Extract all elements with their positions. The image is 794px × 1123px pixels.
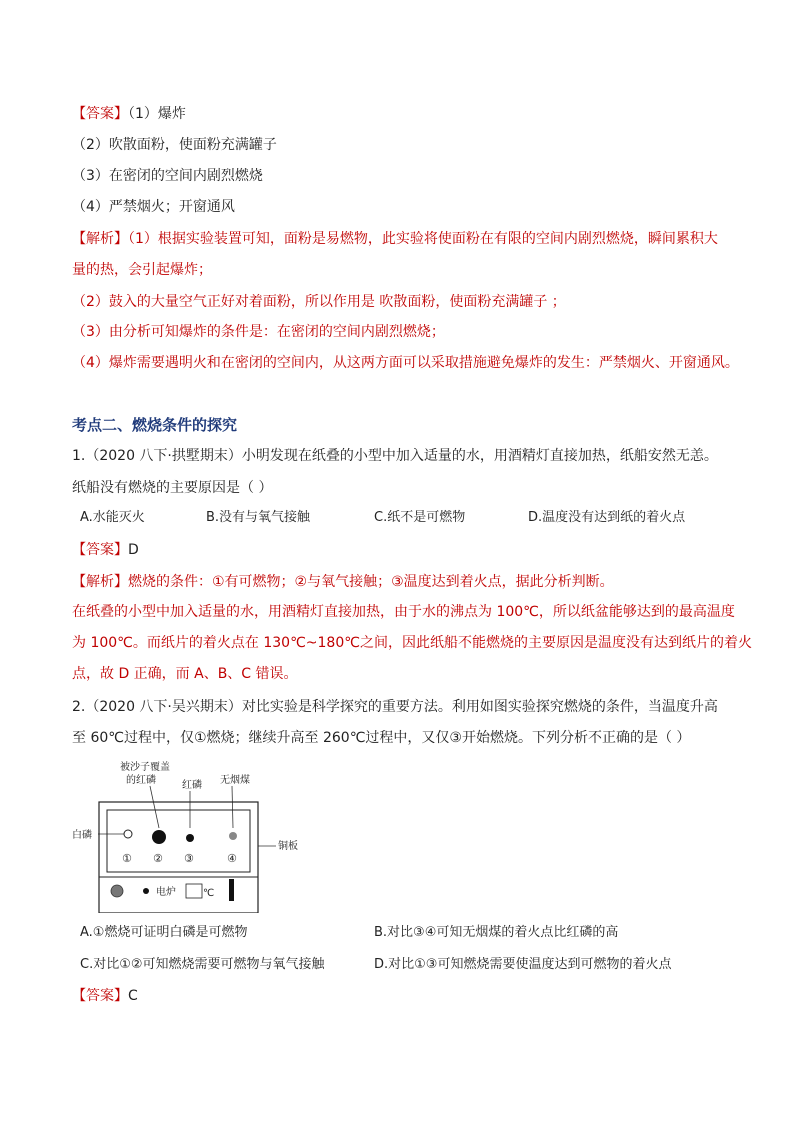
q1-line-1: 1.（2020 八下·拱墅期末）小明发现在纸叠的小型中加入适量的水，用酒精灯直接加热，纸船安然无恙。 <box>72 448 718 464</box>
q1-answer: D <box>128 542 139 558</box>
num-4: ④ <box>227 852 237 865</box>
pointer-sand <box>150 786 159 828</box>
answer1-line-4: （4）严禁烟火；开窗通风 <box>72 199 235 215</box>
label-coal: 无烟煤 <box>220 775 250 786</box>
q2-answer-tag: 【答案】 <box>72 988 128 1004</box>
q1-analysis-tag: 【解析】 <box>72 574 128 590</box>
label-red-p: 红磷 <box>182 780 202 791</box>
q2-answer-line <box>72 986 138 1006</box>
analysis1-line-2: 量的热，会引起爆炸； <box>72 262 212 278</box>
pointer-coal <box>232 786 233 828</box>
num-3: ③ <box>184 852 194 865</box>
label-sand-1: 被沙子覆盖 <box>120 762 170 773</box>
q2-option-a: A.①燃烧可证明白磷是可燃物 <box>80 925 248 940</box>
answer-tag: 【答案】 <box>72 106 128 122</box>
answer1-line <box>72 104 186 124</box>
q2-line-2: 至 60℃过程中，仅①燃烧；继续升高至 260℃过程中，又仅③开始燃烧。下列分析不正确的是（ ） <box>72 730 691 746</box>
q1-analysis-line-2: 在纸叠的小型中加入适量的水，用酒精灯直接加热，由于水的沸点为 100℃，所以纸盆能够达到的最高温度 <box>72 604 735 620</box>
q1-option-a: A.水能灭火 <box>80 510 145 525</box>
stove-knob <box>111 885 123 897</box>
q1-analysis-line-3: 为 100℃。而纸片的着火点在 130℃~180℃之间，因此纸船不能燃烧的主要原因是温度没有达到纸片的着火 <box>72 635 752 651</box>
analysis1-line-4: （3）由分析可知爆炸的条件是：在密闭的空间内剧烈燃烧； <box>72 324 445 340</box>
num-2: ② <box>153 852 163 865</box>
label-plate: 铜板 <box>278 841 298 852</box>
q2-option-b: B.对比③④可知无烟煤的着火点比红磷的高 <box>374 925 619 940</box>
q1-option-d: D.温度没有达到纸的着火点 <box>528 510 686 525</box>
q1-line-2: 纸船没有燃烧的主要原因是（ ） <box>72 480 273 496</box>
q1-analysis-line-4: 点，故 D 正确，而 A、B、C 错误。 <box>72 666 298 682</box>
analysis1-line-3: （2）鼓入的大量空气正好对着面粉，所以作用是 吹散面粉，使面粉充满罐子 ； <box>72 294 566 310</box>
stove-indicator <box>143 888 149 894</box>
analysis1-text-1: （1）根据实验装置可知，面粉是易燃物，此实验将使面粉在有限的空间内剧烈燃烧，瞬间累积大 <box>128 231 718 247</box>
red-phosphorus-dot <box>186 834 194 842</box>
answer1-line-3: （3）在密闭的空间内剧烈燃烧 <box>72 168 263 184</box>
experiment-diagram <box>72 758 322 913</box>
q1-option-b: B.没有与氧气接触 <box>206 510 311 525</box>
answer1-line-2: （2）吹散面粉，使面粉充满罐子 <box>72 137 277 153</box>
q2-option-d: D.对比①③可知燃烧需要使温度达到可燃物的着火点 <box>374 957 672 972</box>
covered-red-phosphorus-dot <box>152 830 166 844</box>
white-phosphorus-dot <box>124 830 132 838</box>
q1-answer-tag: 【答案】 <box>72 542 128 558</box>
stove-switch <box>229 879 234 901</box>
q2-option-c: C.对比①②可知燃烧需要可燃物与氧气接触 <box>80 957 325 972</box>
section-title: 考点二、燃烧条件的探究 <box>72 416 238 434</box>
coal-dot <box>229 832 237 840</box>
label-white-p: 白磷 <box>72 830 92 841</box>
label-sand-2: 的红磷 <box>126 775 156 786</box>
num-1: ① <box>122 852 132 865</box>
label-stove: 电炉 <box>156 887 176 898</box>
label-unit: ℃ <box>203 888 215 899</box>
analysis1-line-1 <box>72 229 718 249</box>
temp-display <box>186 884 202 898</box>
q1-analysis-line-1 <box>72 572 614 592</box>
q1-option-c: C.纸不是可燃物 <box>374 510 466 525</box>
q2-line-1: 2.（2020 八下·吴兴期末）对比实验是科学探究的重要方法。利用如图实验探究燃烧的条件，当温度升高 <box>72 699 718 715</box>
analysis-tag: 【解析】 <box>72 231 128 247</box>
q1-analysis-text-1: 燃烧的条件：①有可燃物；②与氧气接触；③温度达到着火点，据此分析判断。 <box>128 574 614 590</box>
q2-answer: C <box>128 988 138 1004</box>
q1-answer-line <box>72 540 139 560</box>
analysis1-line-5: （4）爆炸需要遇明火和在密闭的空间内，从这两方面可以采取措施避免爆炸的发生：严禁烟火、开窗通风。 <box>72 355 739 371</box>
answer1-first: （1）爆炸 <box>128 106 186 122</box>
